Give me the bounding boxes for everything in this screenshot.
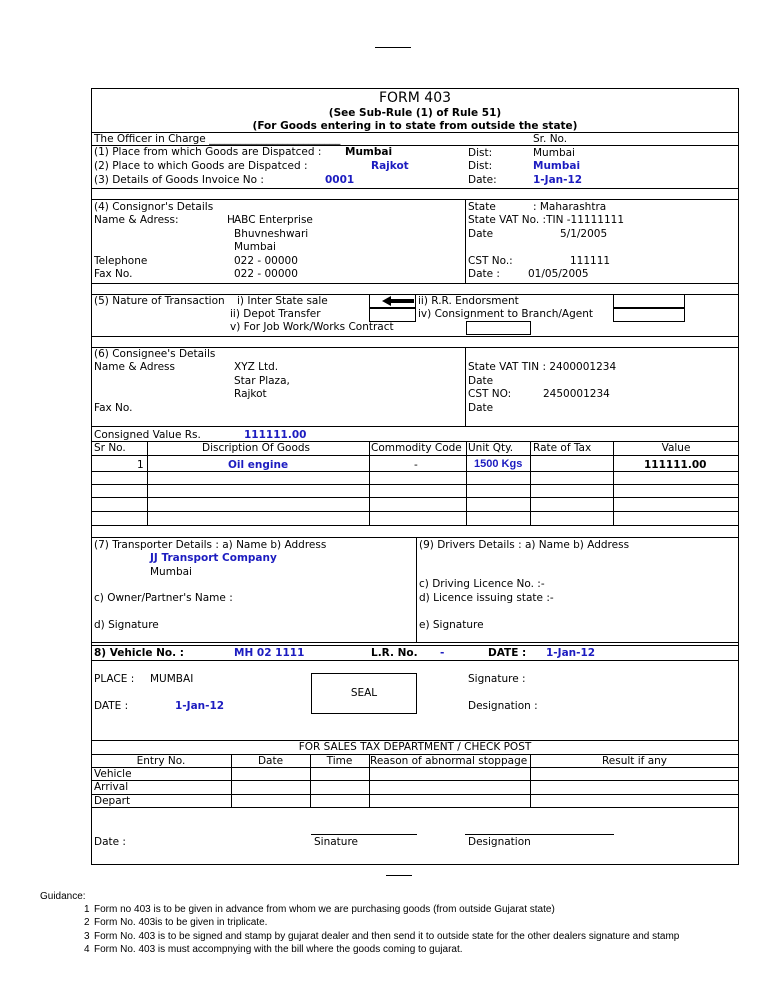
- goods-header-value: Value: [661, 442, 691, 454]
- consignor-addr-2: Mumbai: [234, 241, 276, 253]
- checkpost-row-depart: Depart: [94, 795, 131, 807]
- guidance-num-1: 1: [84, 904, 90, 915]
- consignee-date-label: Date: [468, 375, 494, 387]
- checkpost-header-reason: Reason of abnormal stoppage: [370, 755, 528, 767]
- consignee-addr-2: Rajkot: [234, 388, 267, 400]
- transporter-signature: d) Signature: [94, 619, 159, 631]
- guidance-num-3: 3: [84, 931, 90, 942]
- checkpost-heading: FOR SALES TAX DEPARTMENT / CHECK POST: [298, 741, 532, 753]
- consignor-fax-label: Fax No.: [94, 268, 133, 280]
- transaction-opt-consignment: iv) Consignment to Branch/Agent: [418, 308, 594, 320]
- guidance-num-4: 4: [84, 944, 90, 955]
- checkbox-depot-transfer[interactable]: [369, 308, 416, 322]
- designation-line: [465, 834, 614, 835]
- consignee-addr-1: Star Plaza,: [234, 375, 290, 387]
- checkbox-consignment[interactable]: [613, 308, 685, 322]
- goods-row-commodity: -: [414, 459, 418, 471]
- checkpost-designation: Designation: [468, 836, 531, 848]
- checkpost-header-result: Result if any: [601, 755, 668, 767]
- arrow-left-icon: [382, 296, 414, 306]
- checkpost-header-entry: Entry No.: [136, 755, 186, 767]
- consignor-name: ABC Enterprise: [234, 214, 313, 226]
- transporter-city: Mumbai: [150, 566, 192, 578]
- drivers-signature: e) Signature: [419, 619, 484, 631]
- lr-label: L.R. No.: [371, 647, 418, 659]
- place-label: PLACE :: [94, 673, 135, 685]
- transaction-opt-job-work: v) For Job Work/Works Contract: [230, 321, 394, 333]
- goods-row-qty: 1500 Kgs: [474, 458, 523, 470]
- consignor-state: : Maharashtra: [533, 201, 607, 213]
- goods-row-description: Oil engine: [228, 459, 289, 471]
- place-value: MUMBAI: [150, 673, 194, 685]
- dist-label-1: Dist:: [468, 147, 493, 159]
- guidance-title: Guidance:: [40, 891, 86, 902]
- checkbox-rr-endorsment[interactable]: [613, 294, 685, 308]
- consignor-date2: 01/05/2005: [528, 268, 589, 280]
- sr-no-label: Sr. No.: [533, 133, 568, 145]
- form-subtitle-1: (See Sub-Rule (1) of Rule 51): [328, 107, 502, 119]
- date-value-1: 1-Jan-12: [533, 174, 583, 186]
- dist-value-2: Mumbai: [533, 160, 581, 172]
- goods-header-rate: Rate of Tax: [533, 442, 592, 454]
- consignee-heading: (6) Consignee's Details: [94, 348, 216, 360]
- place-from-value: Mumbai: [345, 146, 393, 158]
- guidance-item-1: Form no 403 is to be given in advance from whom we are purchasing goods (from outside Gujarat state): [94, 904, 555, 915]
- guidance-item-3: Form No. 403 is to be signed and stamp by gujarat dealer and then send it to outside state for the other dealers signature and stamp: [94, 931, 680, 942]
- vehicle-date: 1-Jan-12: [546, 647, 596, 659]
- consignor-state-label: State: [468, 201, 496, 213]
- dist-label-2: Dist:: [468, 160, 493, 172]
- transaction-opt-inter-state: i) Inter State sale: [237, 295, 328, 307]
- transaction-heading: (5) Nature of Transaction: [94, 295, 225, 307]
- checkpost-sinature: Sinature: [314, 836, 358, 848]
- drivers-heading: (9) Drivers Details : a) Name b) Address: [419, 539, 630, 551]
- guidance-num-2: 2: [84, 917, 90, 928]
- consignee-name-label: Name & Adress: [94, 361, 175, 373]
- checkpost-header-date: Date: [257, 755, 284, 767]
- vehicle-label: 8) Vehicle No. :: [94, 647, 184, 659]
- consignor-name-label: Name & Adress:: [94, 214, 179, 226]
- goods-header-sr: Sr No.: [94, 442, 126, 454]
- transporter-name: JJ Transport Company: [150, 552, 277, 564]
- top-rule: [375, 47, 411, 48]
- consignee-vat: State VAT TIN : 2400001234: [468, 361, 617, 373]
- guidance-item-2: Form No. 403is to be given in triplicate.: [94, 917, 268, 928]
- consignor-addr-1: Bhuvneshwari: [234, 228, 309, 240]
- checkpost-row-arrival: Arrival: [94, 781, 129, 793]
- sinature-line: [311, 834, 417, 835]
- consignor-tel-label: Telephone: [94, 255, 148, 267]
- consignor-date-label: Date: [468, 228, 494, 240]
- goods-row-value: 111111.00: [644, 459, 707, 471]
- drivers-licence: c) Driving Licence No. :-: [419, 578, 545, 590]
- guidance-item-4: Form No. 403 is must accompnying with the bill where the goods coming to gujarat.: [94, 944, 463, 955]
- invoice-no: 0001: [325, 174, 355, 186]
- date-label-1: Date:: [468, 174, 497, 186]
- consignor-date2-label: Date :: [468, 268, 500, 280]
- consignor-heading: (4) Consignor's Details: [94, 201, 214, 213]
- transporter-heading: (7) Transporter Details : a) Name b) Address: [94, 539, 327, 551]
- vehicle-no: MH 02 1111: [234, 647, 305, 659]
- vehicle-date-label: DATE :: [488, 647, 527, 659]
- officer-in-charge: The Officer in Charge _________________________: [94, 133, 341, 145]
- form-subtitle-2: (For Goods entering in to state from outside the state): [252, 120, 578, 132]
- transaction-opt-depot: ii) Depot Transfer: [230, 308, 321, 320]
- transaction-opt-rr: ii) R.R. Endorsment: [418, 295, 519, 307]
- consignor-fax: 022 - 00000: [234, 268, 298, 280]
- consignee-name: XYZ Ltd.: [234, 361, 279, 373]
- bottom-rule: [386, 875, 412, 876]
- signature-label: Signature :: [468, 673, 526, 685]
- checkpost-row-vehicle: Vehicle: [94, 768, 132, 780]
- designation-label: Designation :: [468, 700, 538, 712]
- consignee-date2-label: Date: [468, 402, 494, 414]
- place-date-label: DATE :: [94, 700, 129, 712]
- consignor-cst-label: CST No.:: [468, 255, 513, 267]
- consigned-value: 111111.00: [244, 429, 307, 441]
- lr-no: -: [440, 647, 445, 659]
- place-from-label: (1) Place from which Goods are Dispatced :: [94, 146, 322, 158]
- consignor-date: 5/1/2005: [560, 228, 608, 240]
- goods-header-qty: Unit Qty.: [468, 442, 514, 454]
- goods-header-commodity: Commodity Code: [371, 442, 462, 454]
- consignor-tel: 022 - 00000: [234, 255, 298, 267]
- checkpost-date-label: Date :: [94, 836, 126, 848]
- consigned-value-label: Consigned Value Rs.: [94, 429, 201, 441]
- goods-header-description: Discription Of Goods: [202, 442, 311, 454]
- invoice-label: (3) Details of Goods Invoice No :: [94, 174, 264, 186]
- consignor-vat: State VAT No. :TIN -11111111: [468, 214, 625, 226]
- place-date: 1-Jan-12: [175, 700, 225, 712]
- consignee-cst: 2450001234: [543, 388, 610, 400]
- transporter-owner: c) Owner/Partner's Name :: [94, 592, 233, 604]
- consignee-cst-label: CST NO:: [468, 388, 512, 400]
- checkbox-job-work[interactable]: [466, 321, 531, 335]
- place-to-label: (2) Place to which Goods are Dispatced :: [94, 160, 308, 172]
- drivers-licence-state: d) Licence issuing state :-: [419, 592, 554, 604]
- goods-row-sr: 1: [137, 459, 144, 471]
- consignor-name-prefix: H: [227, 214, 235, 226]
- consignee-fax-label: Fax No.: [94, 402, 133, 414]
- checkpost-header-time: Time: [326, 755, 353, 767]
- consignor-cst: 111111: [570, 255, 611, 267]
- seal-label: SEAL: [350, 687, 378, 699]
- dist-value-1: Mumbai: [533, 147, 575, 159]
- form-title: FORM 403: [378, 90, 452, 106]
- place-to-value: Rajkot: [371, 160, 409, 172]
